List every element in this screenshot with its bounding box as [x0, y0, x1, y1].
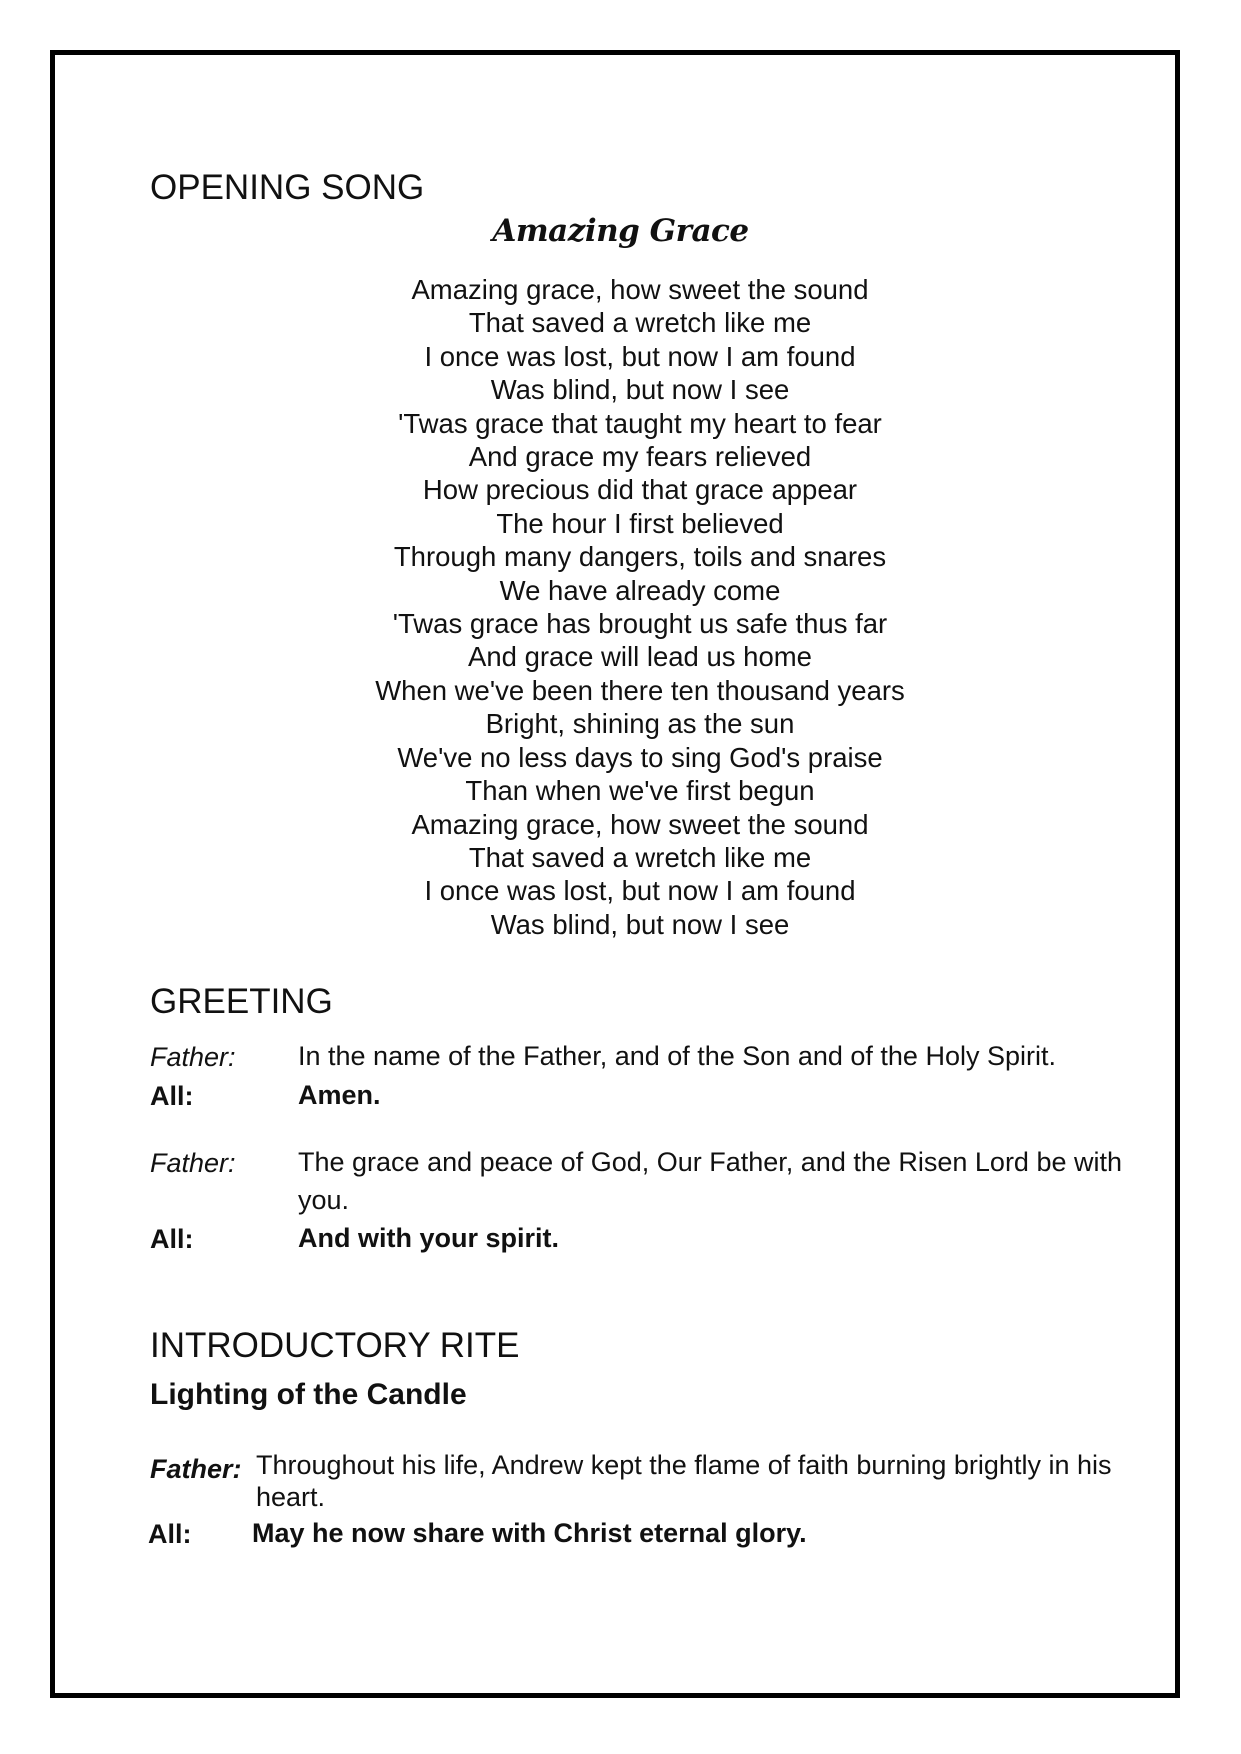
rite-speaker-all: All: — [148, 1519, 192, 1549]
greeting-speaker-father: Father: — [150, 1042, 236, 1072]
rite-speaker-father: Father: — [150, 1454, 242, 1484]
lyric-line: 'Twas grace has brought us safe thus far — [392, 608, 888, 640]
lyric-line: We've no less days to sing God's praise — [397, 741, 883, 773]
greeting-response-1: Amen. — [298, 1080, 381, 1110]
lyric-line: That saved a wretch like me — [468, 841, 812, 873]
lyric-line: That saved a wretch like me — [468, 307, 812, 339]
lyric-line: 'Twas grace that taught my heart to fear — [398, 407, 882, 439]
lyric-line: How precious did that grace appear — [422, 474, 858, 506]
rite-response-1: May he now share with Christ eternal glory. — [252, 1518, 807, 1548]
lyric-line: We have already come — [499, 574, 781, 606]
lighting-of-candle-subheading: Lighting of the Candle — [150, 1378, 467, 1411]
lyric-line: I once was lost, but now I am found — [424, 875, 856, 907]
lyric-line: Amazing grace, how sweet the sound — [411, 808, 869, 840]
greeting-response-2: And with your spirit. — [298, 1223, 559, 1253]
introductory-rite-heading: INTRODUCTORY RITE — [150, 1326, 520, 1365]
rite-line-1: Throughout his life, Andrew kept the flame of faith burning brightly in his heart. — [256, 1450, 1112, 1512]
greeting-speaker-all: All: — [150, 1224, 194, 1254]
song-lyrics — [290, 273, 990, 941]
lyric-line: Through many dangers, toils and snares — [393, 541, 887, 573]
lyric-line: And grace my fears relieved — [468, 441, 812, 473]
lyric-line: The hour I first believed — [496, 507, 784, 539]
lyric-line: Bright, shining as the sun — [485, 708, 795, 740]
greeting-speaker-father: Father: — [150, 1148, 236, 1178]
lyric-line: When we've been there ten thousand years — [375, 674, 905, 706]
lyric-line: And grace will lead us home — [468, 641, 812, 673]
greeting-line-1: In the name of the Father, and of the Son and of the Holy Spirit. — [298, 1041, 1056, 1071]
greeting-line-2: The grace and peace of God, Our Father, and the Risen Lord be with you. — [298, 1147, 1123, 1215]
opening-song-heading: OPENING SONG — [150, 168, 425, 207]
lyric-line: I once was lost, but now I am found — [424, 340, 856, 372]
lyric-line: Amazing grace, how sweet the sound — [411, 274, 869, 305]
greeting-heading: GREETING — [150, 982, 333, 1021]
lyric-line: Was blind, but now I see — [490, 908, 790, 940]
greeting-speaker-all: All: — [150, 1081, 194, 1111]
lyric-line: Than when we've first begun — [465, 775, 815, 807]
lyric-line: Was blind, but now I see — [490, 374, 790, 406]
song-title: Amazing Grace — [492, 213, 749, 249]
